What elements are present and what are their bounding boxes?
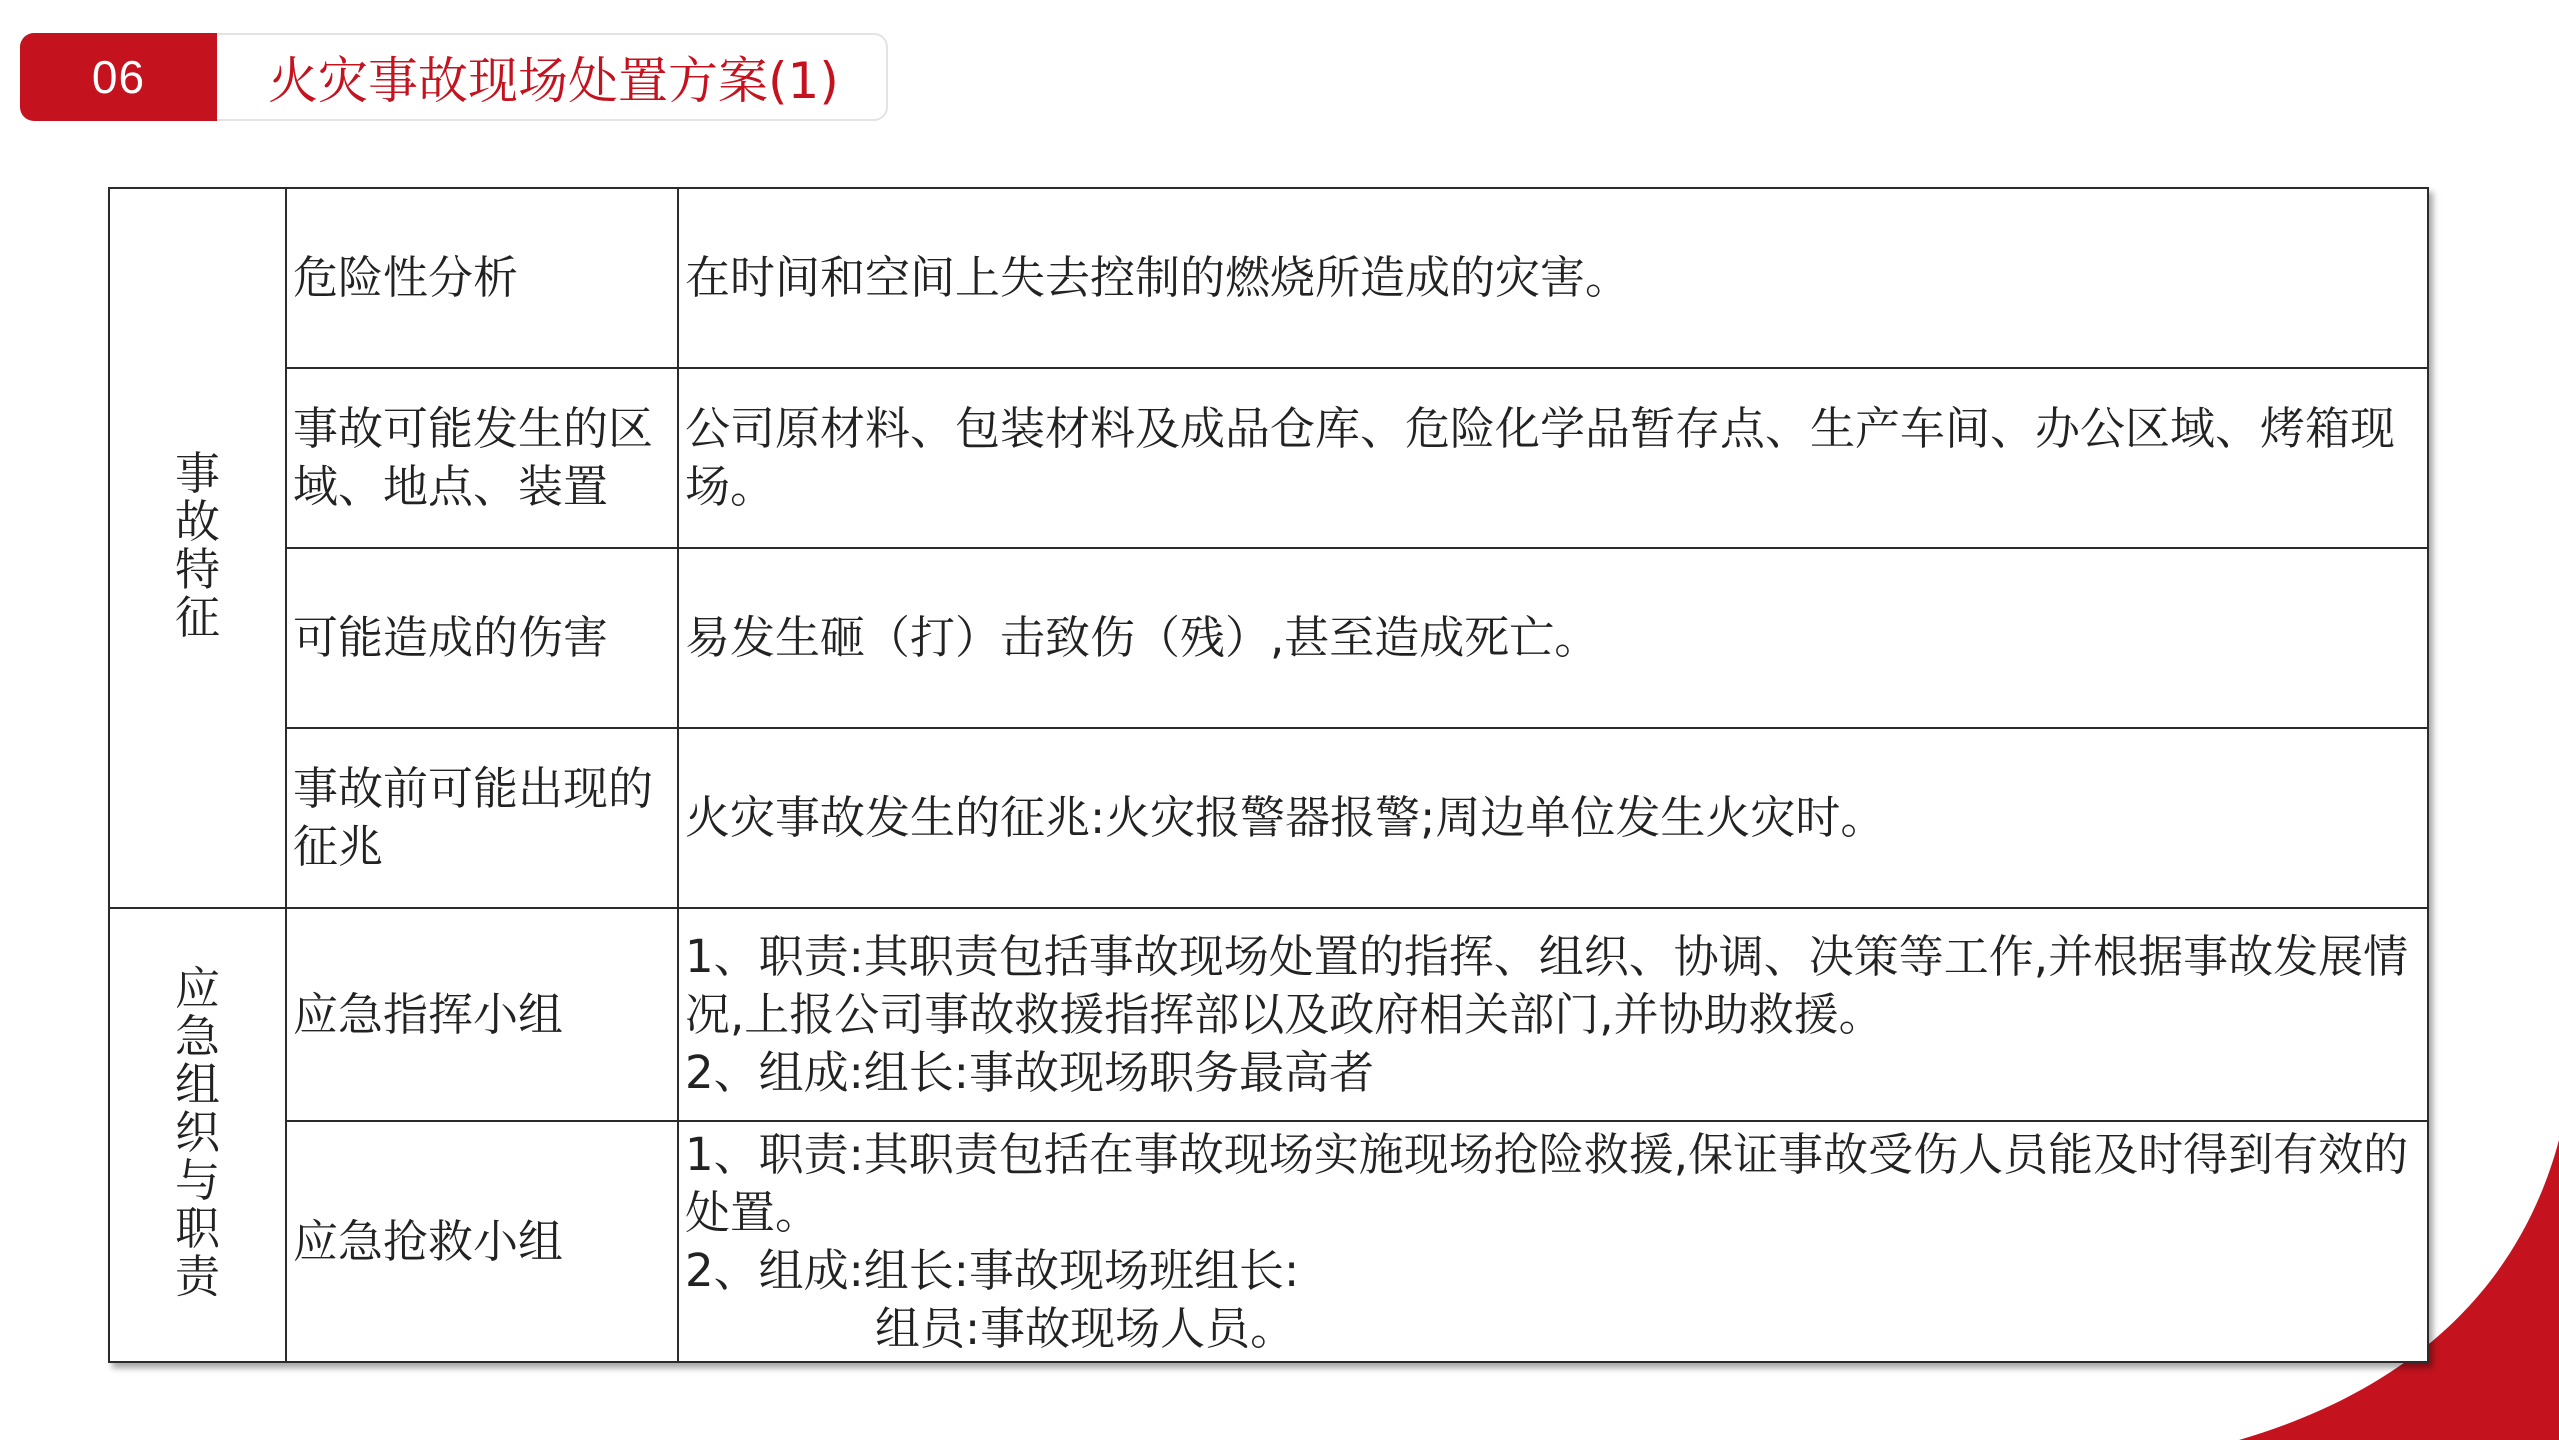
desc-line: 公司原材料、包装材料及成品仓库、危险化学品暂存点、生产车间、办公区域、烤箱现场。 <box>685 402 2396 513</box>
desc-line: 在时间和空间上失去控制的燃烧所造成的灾害。 <box>685 251 1631 304</box>
group-label: 事故特征 <box>174 446 220 644</box>
desc-cell <box>678 188 2428 368</box>
item-cell: 危险性分析 <box>286 188 678 368</box>
item-cell: 应急抢救小组 <box>286 1121 678 1362</box>
desc-line: 组员:事故现场人员。 <box>875 1301 1296 1355</box>
desc-cell <box>678 548 2428 728</box>
group-label-cell <box>109 908 286 1362</box>
desc-line: 2、组成:组长:事故现场班组长: <box>685 1243 1300 1297</box>
disposal-table-container <box>108 187 2429 1363</box>
desc-line: 易发生砸（打）击致伤（残）,甚至造成死亡。 <box>685 611 1600 664</box>
table-row <box>109 908 2428 1121</box>
desc-cell <box>678 908 2428 1121</box>
table-row <box>109 368 2428 548</box>
desc-line: 2、组成:组长:事故现场职务最高者 <box>685 1045 1374 1099</box>
table-row <box>109 548 2428 728</box>
item-cell: 可能造成的伤害 <box>286 548 678 728</box>
desc-cell <box>678 1121 2428 1362</box>
page-title: 火灾事故现场处置方案(1) <box>268 52 839 110</box>
desc-cell <box>678 368 2428 548</box>
item-cell: 事故可能发生的区域、地点、装置 <box>286 368 678 548</box>
desc-line: 火灾事故发生的征兆:火灾报警器报警;周边单位发生火灾时。 <box>685 791 1886 844</box>
table-row <box>109 188 2428 368</box>
section-number-badge: 06 <box>20 33 217 121</box>
table-row <box>109 728 2428 908</box>
group-label-cell <box>109 188 286 908</box>
desc-line: 1、职责:其职责包括在事故现场实施现场抢险救援,保证事故受伤人员能及时得到有效的处置。 <box>685 1127 2409 1239</box>
table-row <box>109 1121 2428 1362</box>
disposal-table <box>108 187 2429 1363</box>
item-cell: 事故前可能出现的征兆 <box>286 728 678 908</box>
group-label: 应急组织与职责 <box>174 961 220 1303</box>
desc-cell <box>678 728 2428 908</box>
desc-line: 1、职责:其职责包括事故现场处置的指挥、组织、协调、决策等工作,并根据事故发展情况,上报公司事故救援指挥部以及政府相关部门,并协助救援。 <box>685 929 2409 1041</box>
item-cell: 应急指挥小组 <box>286 908 678 1121</box>
